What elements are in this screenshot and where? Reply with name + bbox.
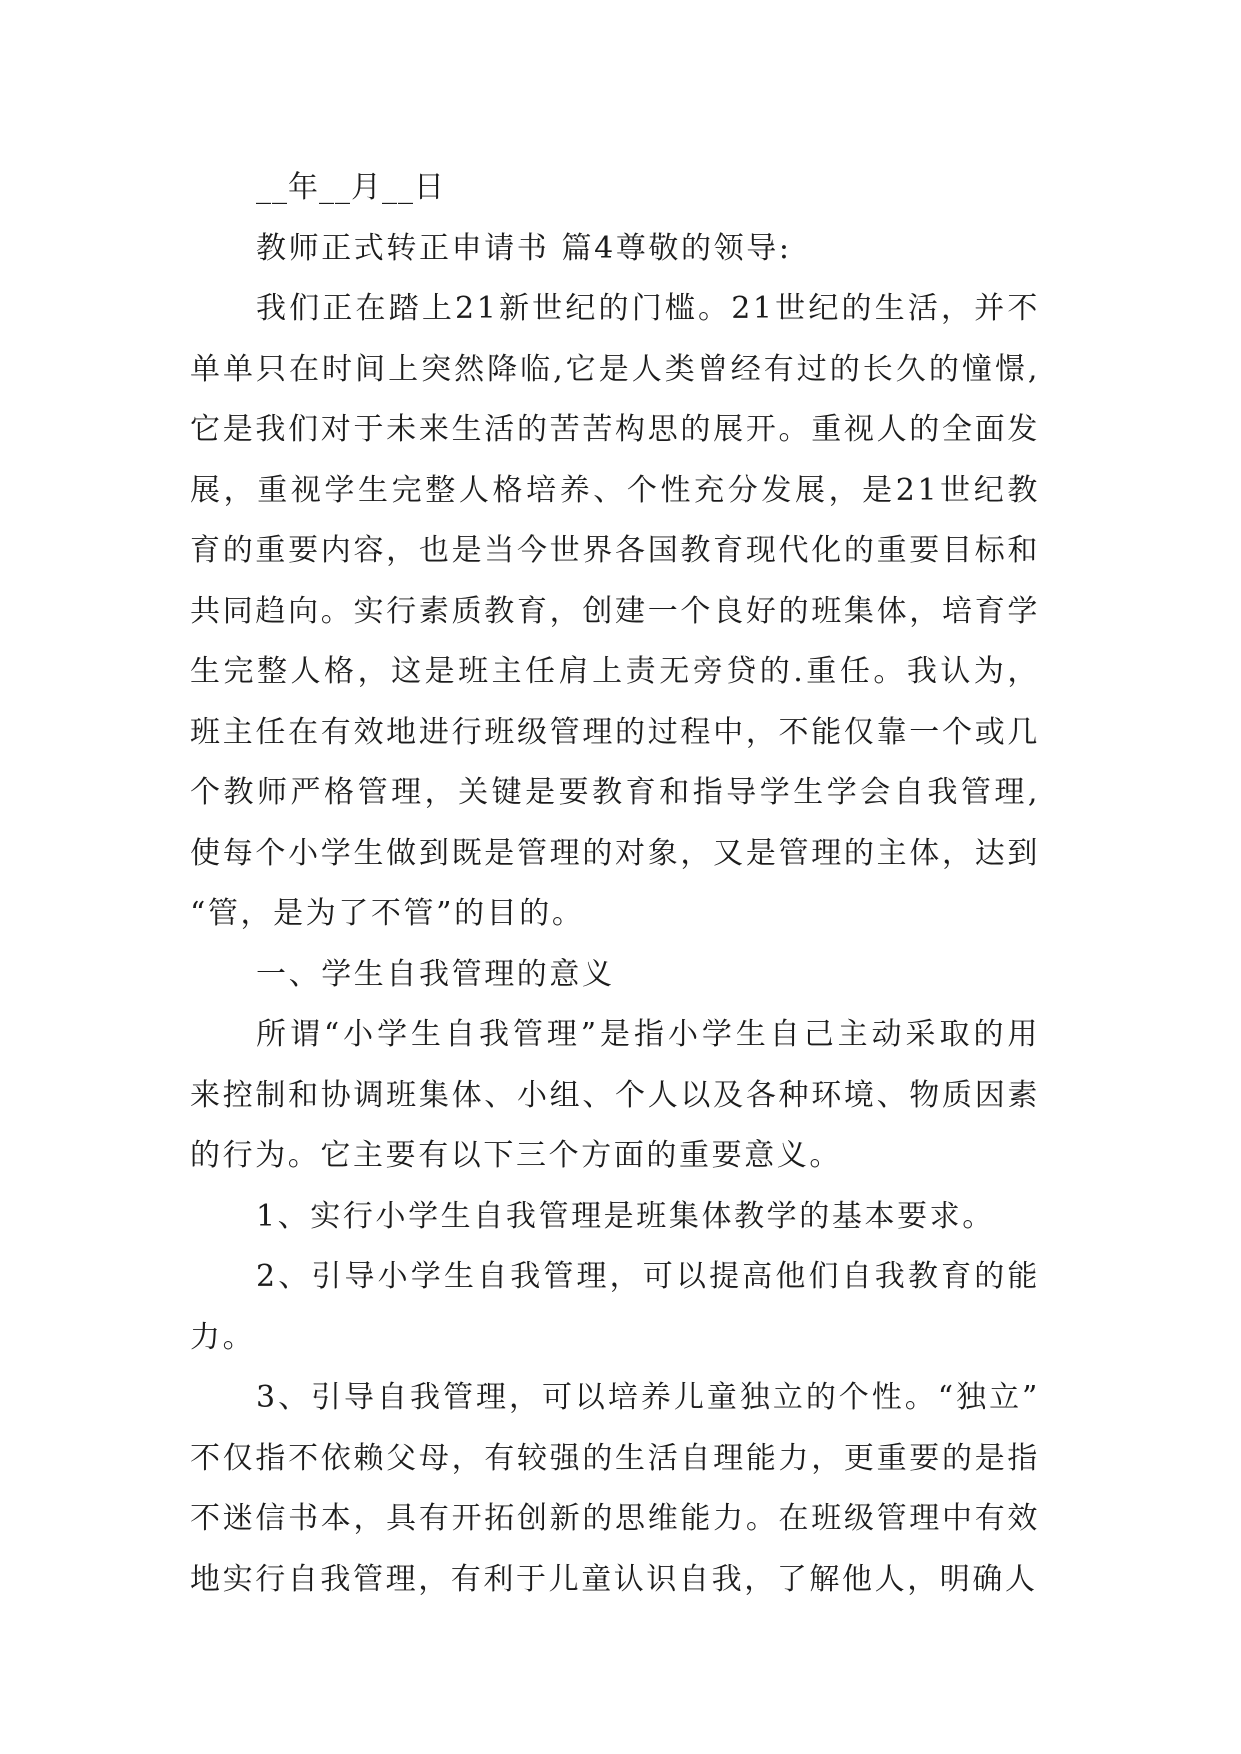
list-item: 1、实行小学生自我管理是班集体教学的基本要求。: [256, 1198, 995, 1234]
heading-line: 教师正式转正申请书 篇4尊敬的领导:: [256, 230, 792, 266]
section-heading: 一、学生自我管理的意义: [256, 956, 615, 992]
document-body: [190, 158, 1040, 1610]
body-paragraph: 我们正在踏上21新世纪的门槛。21世纪的生活，并不单单只在时间上突然降临,它是人类曾经有过的长久的憧憬,它是我们对于未来生活的苦苦构思的展开。重视人的全面发展，重视学生完整人格培养、个性充分发展，是21世纪教育的重要内容，也是当今世界各国教育现代化的重要目标和共同趋向。实行素质教育，创建一个良好的班集体，培育学生完整人格，这是班主任肩上责无旁贷的.重任。我认为，班主任在有效地进行班级管理的过程中，不能仅靠一个或几个教师严格管理，关键是要教育和指导学生学会自我管理,使每个小学生做到既是管理的对象，又是管理的主体，达到“管，是为了不管”的目的。: [190, 291, 1040, 931]
list-item: 2、引导小学生自我管理，可以提高他们自我教育的能力。: [190, 1259, 1040, 1355]
list-item: 3、引导自我管理，可以培养儿童独立的个性。“独立”不仅指不依赖父母，有较强的生活自理能力，更重要的是指不迷信书本，具有开拓创新的思维能力。在班级管理中有效地实行自我管理，有利于儿童认识自我，了解他人，明确人: [190, 1380, 1040, 1597]
date-line: __年__月__日: [256, 170, 445, 205]
body-paragraph: 所谓“小学生自我管理”是指小学生自己主动采取的用来控制和协调班集体、小组、个人以及各种环境、物质因素的行为。它主要有以下三个方面的重要意义。: [190, 1017, 1040, 1173]
